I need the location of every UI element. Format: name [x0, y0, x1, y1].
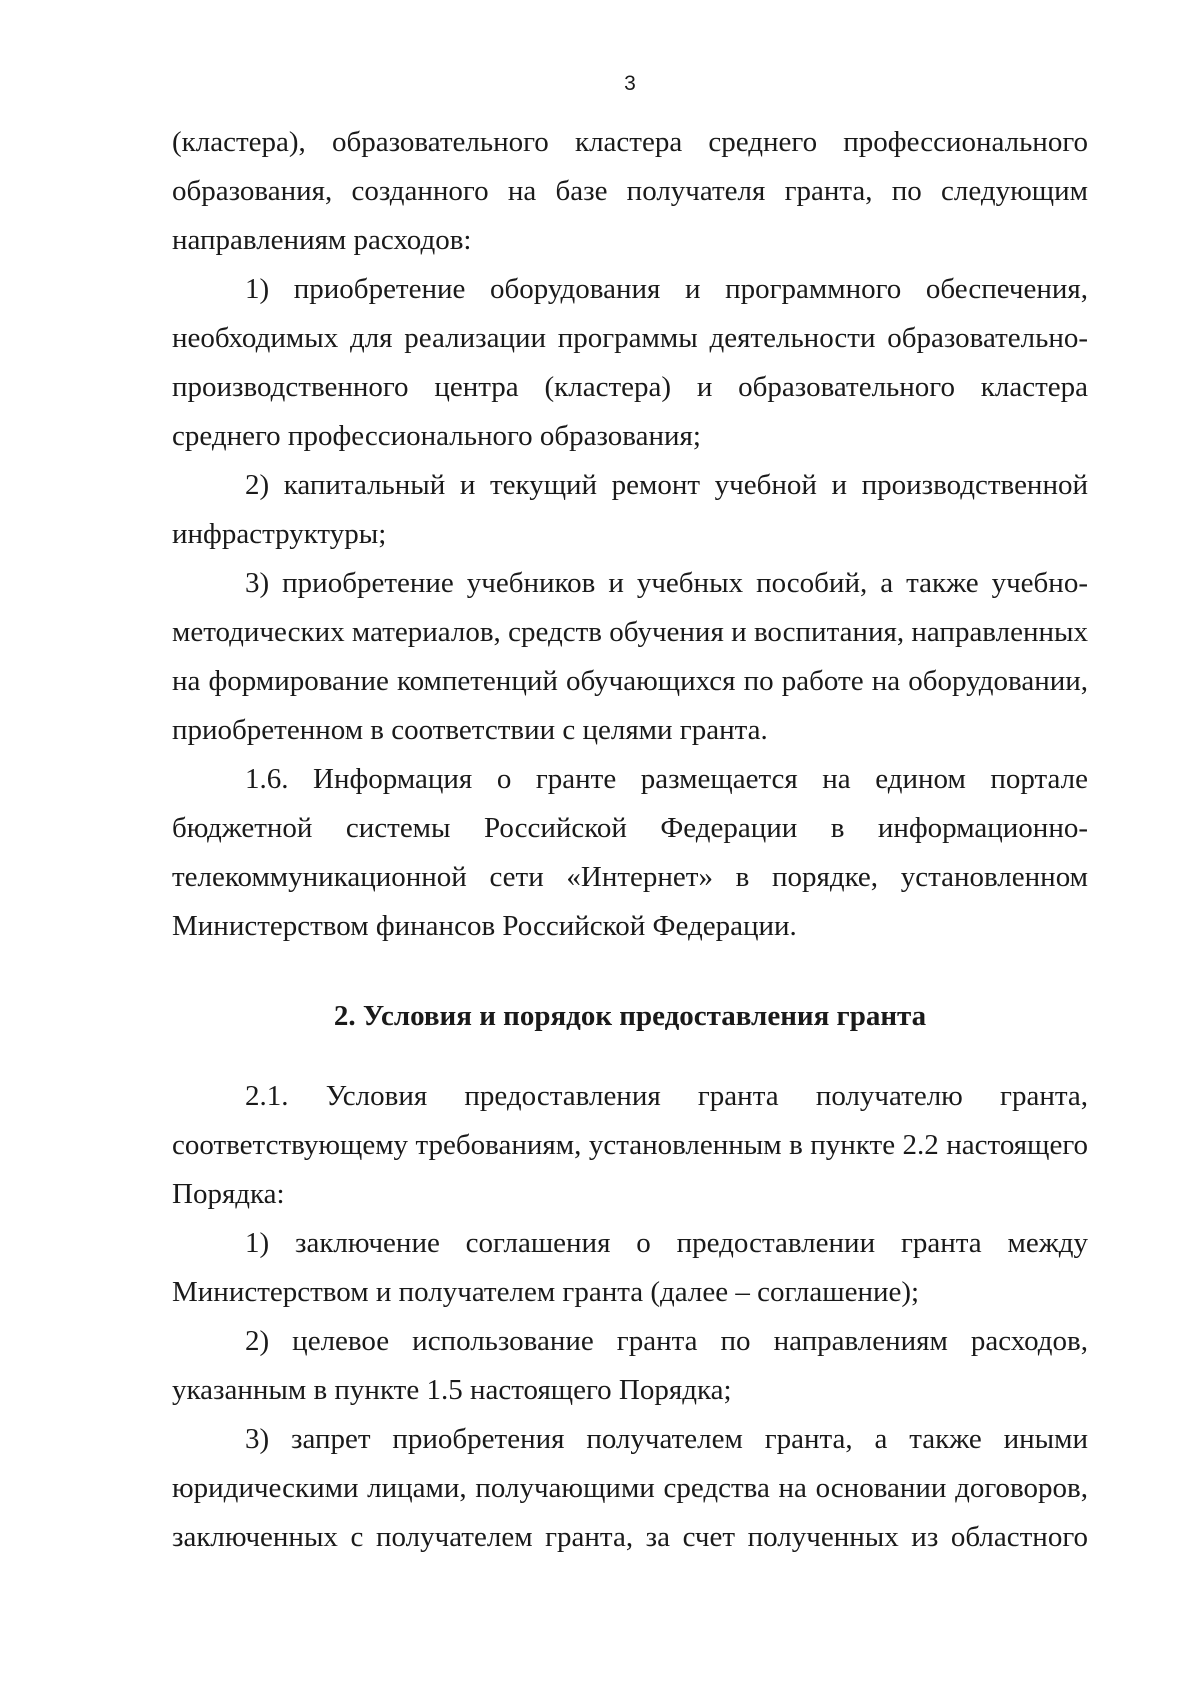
- paragraph-2-1: 2.1. Условия предоставления гранта получателю гранта, соответствующему требованиям, установленным в пункте 2.2 настоящего Порядка:: [172, 1080, 1088, 1210]
- paragraph-continuation: (кластера), образовательного кластера среднего профессионального образования, созданного на базе получателя гранта, по следующим направлениям расходов:: [172, 126, 1088, 256]
- paragraph-item-1: 1) приобретение оборудования и программного обеспечения, необходимых для реализации программы деятельности образовательно-производственного центра (кластера) и образовательного кластера среднего профессионального образования;: [172, 273, 1088, 452]
- paragraph-condition-2: 2) целевое использование гранта по направлениям расходов, указанным в пункте 1.5 настоящего Порядка;: [172, 1325, 1088, 1406]
- paragraph-condition-1: 1) заключение соглашения о предоставлении гранта между Министерством и получателем гранта (далее – соглашение);: [172, 1227, 1088, 1308]
- page-number: 3: [624, 72, 636, 95]
- paragraph-1-6: 1.6. Информация о гранте размещается на едином портале бюджетной системы Российской Федерации в информационно-телекоммуникационной сети «Интернет» в порядке, установленном Министерством финансов Российской Федерации.: [172, 763, 1088, 942]
- document-body: [172, 118, 1088, 1562]
- section-title: 2. Условия и порядок предоставления гранта: [333, 1000, 927, 1032]
- paragraph-item-3: 3) приобретение учебников и учебных пособий, а также учебно-методических материалов, средств обучения и воспитания, направленных на формирование компетенций обучающихся по работе на оборудовании, приобретенном в соответствии с целями гранта.: [172, 567, 1088, 746]
- paragraph-item-2: 2) капитальный и текущий ремонт учебной и производственной инфраструктуры;: [172, 469, 1088, 550]
- paragraph-condition-3: 3) запрет приобретения получателем гранта, а также иными юридическими лицами, получающими средства на основании договоров, заключенных с получателем гранта, за счет полученных из областного: [172, 1423, 1088, 1553]
